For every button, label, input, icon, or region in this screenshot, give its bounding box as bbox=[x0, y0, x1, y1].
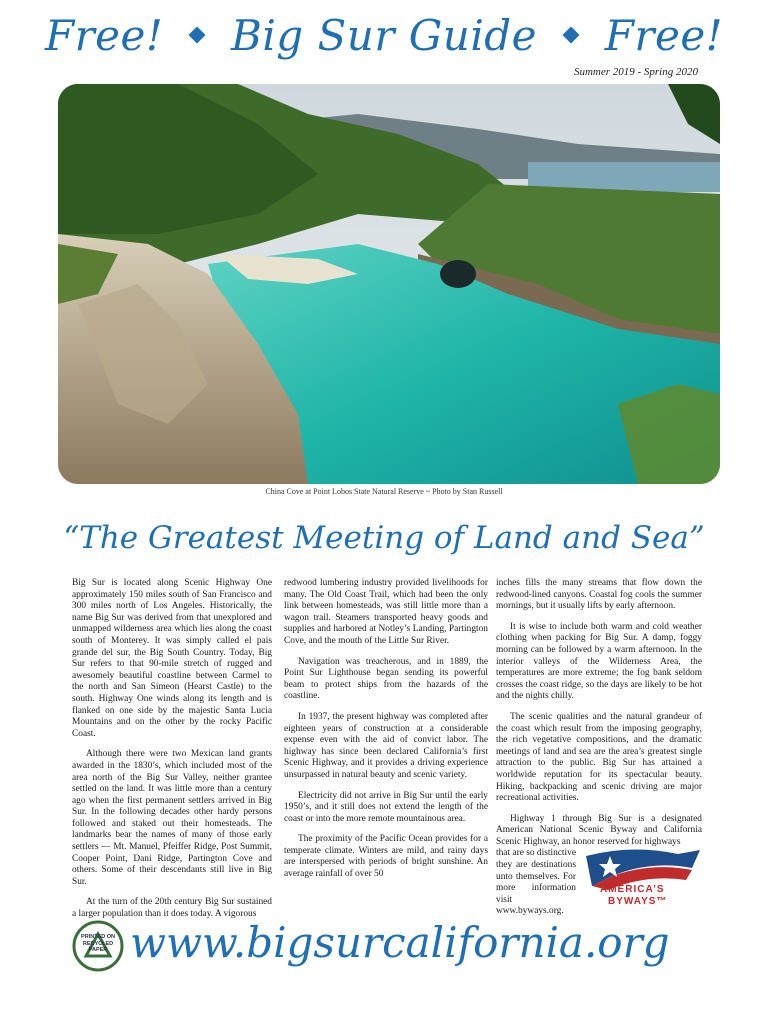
recycled-paper-label: PRINTED ON RECYCLED PAPER bbox=[81, 934, 115, 953]
paragraph: Although there were two Mexican land grants awarded in the 1830’s, which included most of the area north of the Big Sur Valley, neither grantee settled on the land. It was little more than a century ago when the first permanent settlers arrived in Big Sur. In the following decades other hardy persons followed and staked out their homesteads. The landmarks bear the names of many of those early settlers — Mt. Manuel, Pfeiffer Ridge, Post Summit, Cooper Point, Dani Ridge, Partington Cove and others. Some of their descendants still live in Big Sur. bbox=[72, 749, 272, 887]
article-column-2 bbox=[284, 578, 488, 890]
cover-photo bbox=[58, 84, 720, 484]
paragraph: Highway 1 through Big Sur is a designated American National Scenic Byway and California Scenic Highway, an honor reserved for highways bbox=[496, 813, 702, 847]
byways-logo-text: AMERICA’S BYWAYS™ bbox=[600, 884, 668, 907]
paragraph: Big Sur is located along Scenic Highway One approximately 150 miles south of San Francisco and 300 miles north of Los Angeles. Historically, the name Big Sur was derived from that unexplored and unmapped wilderness area which lies along the coast south of Monterey. It was simply called el pais grande del sur, the Big South Country. Today, Big Sur refers to that 90-mile stretch of rugged and awesomely beautiful coastline between Carmel to the north and San Simeon (Hearst Castle) to the south. Highway One winds along its length and is flanked on one side by the majestic Santa Lucia Mountains and on the other by the rocky Pacific Coast. bbox=[72, 578, 272, 739]
paragraph: redwood lumbering industry provided livelihoods for many. The Old Coast Trail, which had been the only link between homesteads, was still little more than a wagon trail. Steamers transported heavy goods and supplies and harbored at Notley’s Landing, Partington Cove, and the mouth of the Little Sur River. bbox=[284, 578, 488, 646]
article-column-1 bbox=[72, 578, 272, 930]
paragraph: Navigation was treacherous, and in 1889, the Point Sur Lighthouse began sending its powerful beam to protect ships from the hazards of the coastline. bbox=[284, 656, 488, 702]
paragraph: inches fills the many streams that flow down the redwood-lined canyons. Coastal fog cools the summer mornings, but it usually lifts by early afternoon. bbox=[496, 578, 702, 612]
diamond-icon bbox=[189, 27, 206, 44]
photo-caption: China Cove at Point Lobos State Natural Reserve ~ Photo by Stan Russell bbox=[265, 487, 503, 496]
website-url[interactable]: www.bigsurcalifornia.org bbox=[130, 918, 670, 967]
paragraph: At the turn of the 20th century Big Sur sustained a larger population than it does today. A vigorous bbox=[72, 897, 272, 920]
paragraph: that are so distinctive they are destinations unto themselves. For more information visit www.byways.org. bbox=[496, 848, 576, 917]
headline: “The Greatest Meeting of Land and Sea” bbox=[63, 520, 705, 556]
masthead-free-right: Free! bbox=[604, 11, 724, 60]
china-cove-photo bbox=[58, 84, 720, 484]
paragraph: Electricity did not arrive in Big Sur until the early 1950’s, and it still does not extend the length of the coast or into the more remote mountainous area. bbox=[284, 790, 488, 824]
masthead-title: Big Sur Guide bbox=[230, 11, 538, 60]
issue-date: Summer 2019 - Spring 2020 bbox=[573, 66, 698, 78]
paragraph: The proximity of the Pacific Ocean provides for a temperate climate. Winters are mild, and rainy days are interspersed with periods of bright sunshine. An average rainfall of over 50 bbox=[284, 834, 488, 880]
masthead bbox=[0, 8, 768, 64]
paragraph: In 1937, the present highway was completed after eighteen years of construction at a considerable expense even with the aid of convict labor. The highway has since been declared California’s first Scenic Highway, and it provides a driving experience unsurpassed in natural beauty and scenic variety. bbox=[284, 711, 488, 780]
masthead-free-left: Free! bbox=[44, 11, 164, 60]
diamond-icon bbox=[562, 27, 579, 44]
paragraph: It is wise to include both warm and cold weather clothing when packing for Big Sur. A damp, foggy morning can be followed by a warm afternoon. In the interior valleys of the Wilderness Area, the temperatures are more extreme; the fog bank seldom crosses the coast ridge, so the days are likely to be hot and the nights chilly. bbox=[496, 621, 702, 702]
paragraph: The scenic qualities and the natural grandeur of the coast which result from the imposing geography, the rich vegetative compositions, and the dramatic meetings of land and sea are the area’s greatest single attraction to the public. Big Sur has attained a worldwide reputation for its spectacular beauty. Hiking, backpacking and scenic driving are major recreational activities. bbox=[496, 711, 702, 804]
